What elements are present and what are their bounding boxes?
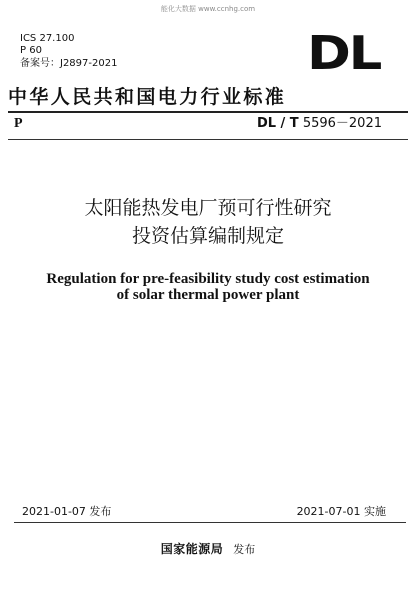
- english-title-line-2: of solar thermal power plant: [116, 287, 300, 303]
- standard-prefix: DL / T: [256, 116, 299, 131]
- p-code: P 60: [20, 45, 42, 56]
- p-label: P: [14, 116, 23, 131]
- watermark-text: 能化大数据 www.ccnhg.com: [160, 5, 256, 13]
- issuer-organization: 国家能源局: [160, 542, 224, 556]
- dl-logo: DL: [307, 26, 381, 80]
- chinese-title-line-1: 太阳能热发电厂预可行性研究: [84, 197, 332, 219]
- issue-date: 2021-01-07 发布: [22, 505, 112, 518]
- english-title-line-1: Regulation for pre-feasibility study cost estimation: [46, 271, 370, 287]
- standard-code: 5596－2021: [298, 116, 382, 131]
- ics-code: ICS 27.100: [20, 33, 75, 44]
- footer-rule: [14, 522, 406, 523]
- industry-standard-heading: 中华人民共和国电力行业标准: [8, 86, 287, 108]
- record-number: 备案号：J2897-2021: [20, 58, 118, 69]
- implementation-date: 2021-07-01 实施: [296, 505, 386, 518]
- issuer-action: 发布: [233, 543, 256, 556]
- header-rule-thin: [8, 139, 408, 140]
- standard-number: [257, 115, 382, 132]
- issuer-line: [0, 542, 416, 557]
- chinese-title-line-2: 投资估算编制规定: [131, 225, 284, 247]
- header-rule-thick: [8, 111, 408, 113]
